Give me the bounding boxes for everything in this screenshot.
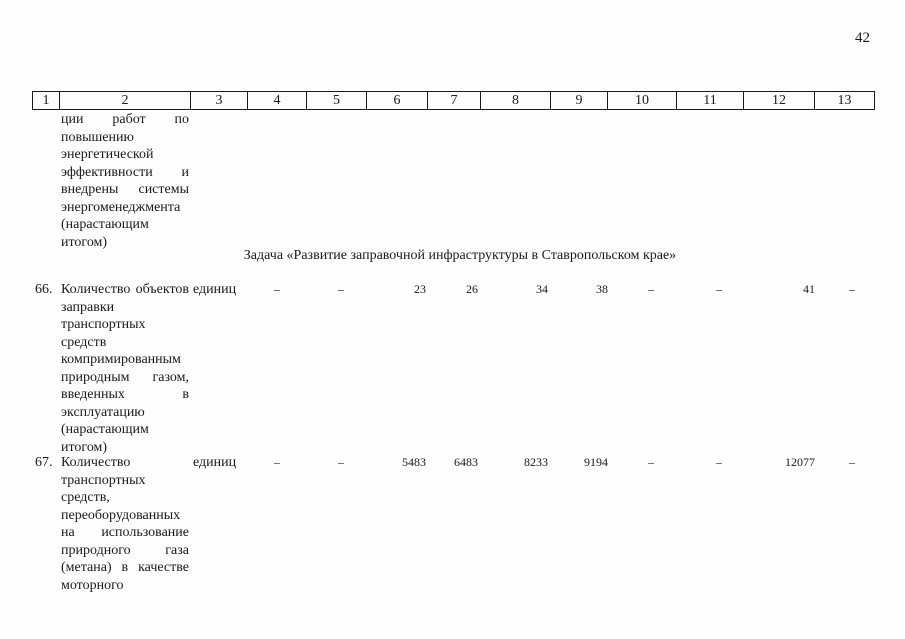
row-number: 66. (35, 282, 53, 297)
header-col-7: 7 (428, 92, 481, 110)
header-col-6: 6 (367, 92, 428, 110)
header-col-10: 10 (608, 92, 677, 110)
value-col-4: – (274, 455, 280, 469)
value-col-6: 5483 (402, 455, 426, 469)
value-col-8: 8233 (524, 455, 548, 469)
header-col-5: 5 (307, 92, 367, 110)
value-col-13: – (849, 282, 855, 296)
unit-cell: единиц (193, 282, 237, 297)
indicator-name: Количество транспортных средств, переоборудованных на использование природного газа (метана) в качестве моторного (61, 455, 189, 593)
section-title: Задача «Развитие заправочной инфраструктуры в Ставропольском крае» (243, 248, 677, 263)
value-col-5: – (338, 282, 344, 296)
value-col-7: 6483 (454, 455, 478, 469)
header-col-1: 1 (33, 92, 60, 110)
header-col-11: 11 (677, 92, 744, 110)
row-number: 67. (35, 455, 53, 470)
value-col-12: 12077 (785, 455, 815, 469)
value-col-12: 41 (803, 282, 815, 296)
unit-cell: единиц (193, 455, 237, 470)
value-col-4: – (274, 282, 280, 296)
value-col-10: – (648, 282, 654, 296)
value-col-11: – (716, 455, 722, 469)
value-col-7: 26 (466, 282, 478, 296)
continuation-indicator-text: ции работ по повышению энергетической эффективности и внедрены системы энергоменеджмента (нарастающим итогом) (61, 112, 189, 250)
value-col-11: – (716, 282, 722, 296)
value-col-13: – (849, 455, 855, 469)
value-col-9: 38 (596, 282, 608, 296)
value-col-5: – (338, 455, 344, 469)
page-number: 42 (855, 30, 870, 46)
indicator-name: Количество объектов заправки транспортных средств компримированным природным газом, введенных в эксплуатацию (нарастающим итогом) (61, 282, 189, 455)
header-col-13: 13 (815, 92, 875, 110)
header-col-12: 12 (744, 92, 815, 110)
column-number-header (32, 91, 875, 110)
value-col-9: 9194 (584, 455, 608, 469)
value-col-10: – (648, 455, 654, 469)
header-col-8: 8 (481, 92, 551, 110)
header-col-9: 9 (551, 92, 608, 110)
header-col-4: 4 (248, 92, 307, 110)
value-col-8: 34 (536, 282, 548, 296)
value-col-6: 23 (414, 282, 426, 296)
header-col-3: 3 (191, 92, 248, 110)
header-col-2: 2 (60, 92, 191, 110)
